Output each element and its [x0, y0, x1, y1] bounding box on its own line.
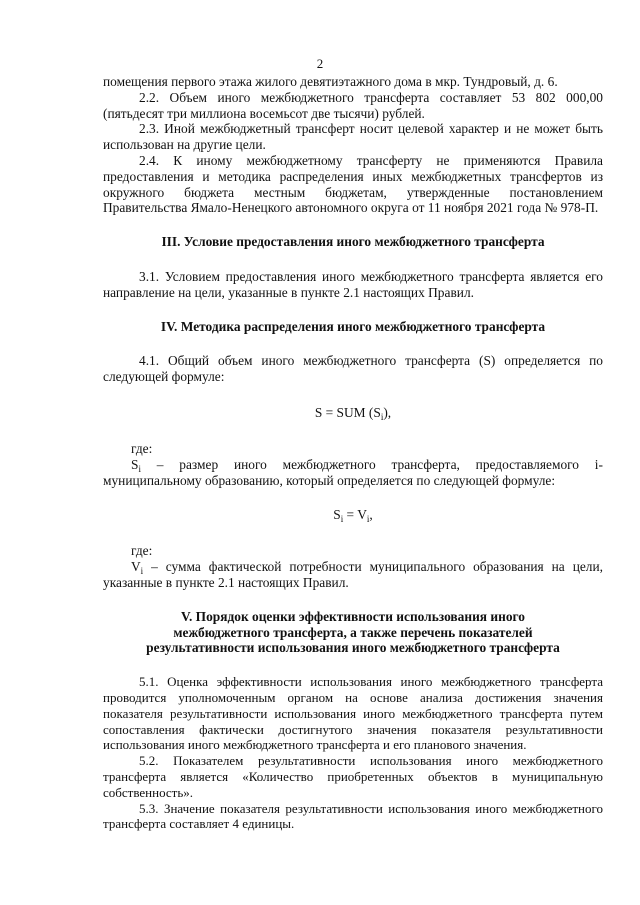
formula-total — [103, 405, 603, 421]
section-heading-5-line2: межбюджетного трансферта, а также перечень показателей — [173, 624, 533, 640]
paragraph-2-2: 2.2. Объем иного межбюджетного трансферта составляет 53 802 000,00 (пятьдесят три миллиона восемьсот две тысячи) рублей. — [103, 89, 603, 121]
formula-si-eq: = V — [343, 507, 367, 523]
def-si-text: – размер иного межбюджетного трансферта, предоставляемого i-муниципальному образованию, который определяется по следующей формуле: — [103, 456, 603, 488]
definition-vi — [103, 559, 603, 591]
paragraph-2-4: 2.4. К иному межбюджетному трансферту не применяются Правила предоставления и методика распределения иных межбюджетных трансфертов из окружного бюджета местным бюджетам, утвержденные постановлением Правительства Ямало-Ненецкого автономного округа от 11 ноября 2021 года № 978-П. — [103, 152, 603, 216]
where-label-1: где: — [131, 440, 153, 456]
section-heading-5 — [103, 609, 603, 656]
section-heading-5-line3: результативности использования иного межбюджетного трансферта — [146, 640, 560, 656]
paragraph-continuation: помещения первого этажа жилого девятиэтажного дома в мкр. Тундровый, д. 6. — [103, 74, 558, 89]
formula-total-main: S = SUM (S — [314, 404, 381, 420]
definition-si — [103, 457, 603, 489]
def-si-symbol: S — [131, 456, 139, 472]
paragraph-2-3: 2.3. Иной межбюджетный трансферт носит целевой характер и не может быть использован на другие цели. — [103, 121, 603, 153]
formula-si — [103, 507, 603, 523]
where-label-2: где: — [131, 543, 153, 559]
paragraph-4-1: 4.1. Общий объем иного межбюджетного трансферта (S) определяется по следующей формуле: — [103, 353, 603, 385]
def-vi-symbol: V — [131, 559, 141, 575]
document-body — [103, 74, 603, 832]
section-heading-5-line1: V. Порядок оценки эффективности использования иного — [181, 608, 525, 624]
def-vi-sub: i — [140, 566, 144, 577]
formula-si-v-sub: i — [366, 514, 370, 525]
section-heading-3: III. Условие предоставления иного межбюджетного трансферта — [161, 234, 545, 250]
paragraph-5-2: 5.2. Показателем результативности использования иного межбюджетного трансферта является «Количество приобретенных объектов в муниципальную собственность». — [103, 753, 603, 800]
paragraph-5-3: 5.3. Значение показателя результативности использования иного межбюджетного трансферта составляет 4 единицы. — [103, 800, 603, 832]
formula-total-end: ), — [383, 404, 392, 420]
def-vi-text: – сумма фактической потребности муниципального образования на цели, указанные в пункте 2.1 настоящих Правил. — [103, 559, 603, 590]
def-si-sub: i — [138, 463, 141, 474]
formula-si-s-sub: i — [340, 514, 344, 525]
formula-total-sub: i — [380, 411, 384, 422]
formula-si-end: , — [369, 507, 373, 523]
section-heading-4: IV. Методика распределения иного межбюджетного трансферта — [160, 318, 546, 334]
page-number: 2 — [316, 56, 324, 71]
paragraph-3-1: 3.1. Условием предоставления иного межбюджетного трансферта является его направление на цели, указанные в пункте 2.1 настоящих Правил. — [103, 268, 603, 300]
paragraph-5-1: 5.1. Оценка эффективности использования иного межбюджетного трансферта проводится уполномоченным органом на основе анализа достижения значения показателя результативности использования иного межбюджетного трансферта путем сопоставления фактически достигнутого значения показателя результативности использования иного межбюджетного трансферта и его планового значения. — [103, 674, 603, 753]
formula-si-s: S — [333, 507, 341, 523]
